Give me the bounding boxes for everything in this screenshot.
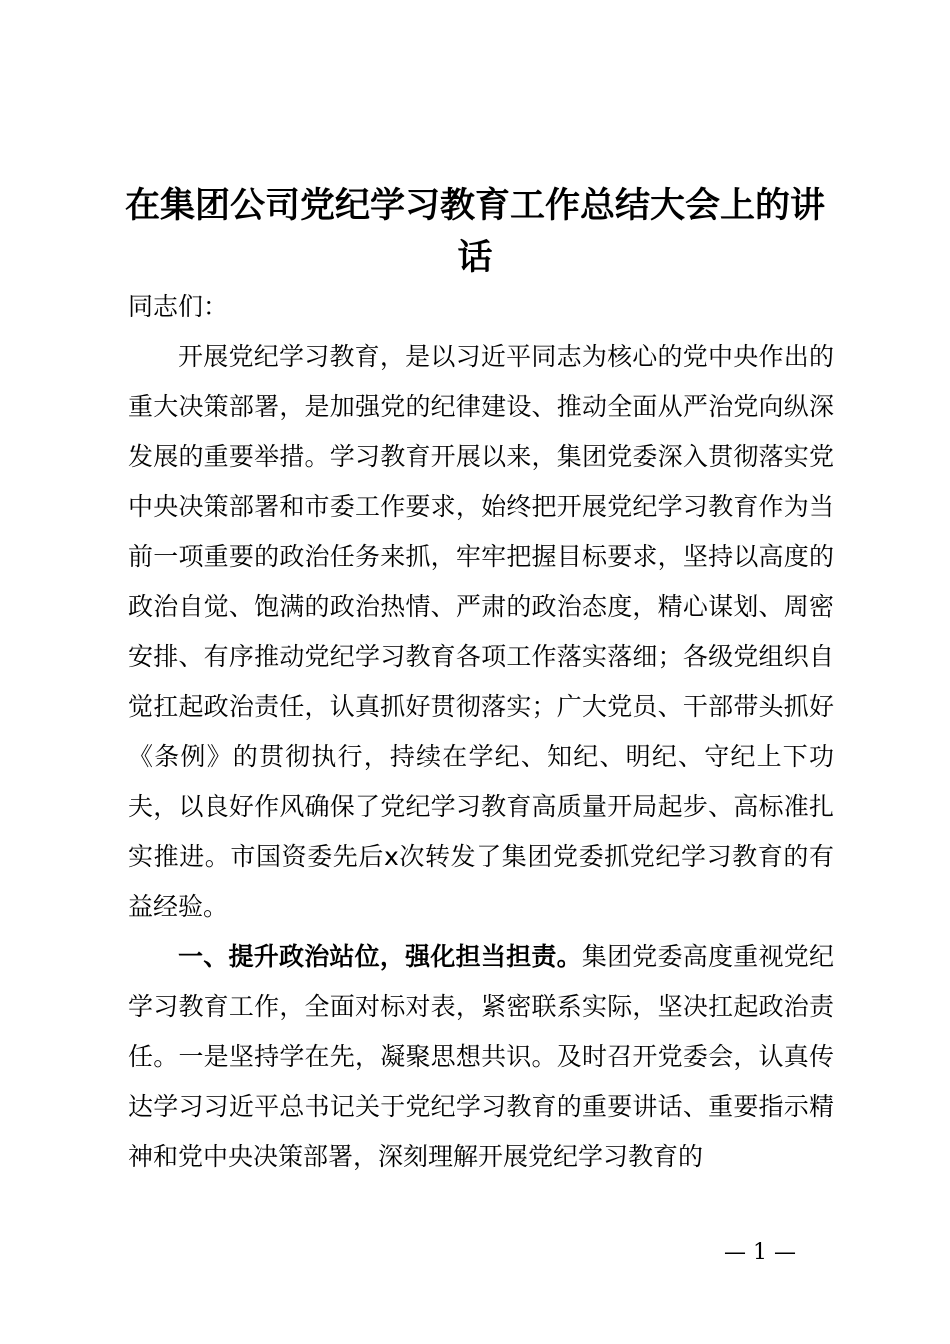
document-title: 在集团公司党纪学习教育工作总结大会上的讲话	[124, 186, 825, 278]
salutation: 同志们：	[128, 292, 229, 321]
section-1-heading: 一、提升政治站位，强化担当担责。	[178, 942, 582, 971]
paragraph-section-1	[128, 932, 834, 1182]
page-number: — 1 —	[724, 1240, 796, 1265]
section-1-body: 集团党委高度重视党纪学习教育工作，全面对标对表，紧密联系实际，坚决扛起政治责任。一是坚持学在先，凝聚思想共识。及时召开党委会，认真传达学习习近平总书记关于党纪学习教育的重要讲话、重要指示精神和党中央决策部署，深刻理解开展党纪学习教育的	[128, 942, 834, 1171]
document-body	[128, 282, 834, 1182]
paragraph-intro: 开展党纪学习教育，是以习近平同志为核心的党中央作出的重大决策部署，是加强党的纪律建设、推动全面从严治党向纵深发展的重要举措。学习教育开展以来，集团党委深入贯彻落实党中央决策部署和市委工作要求，始终把开展党纪学习教育作为当前一项重要的政治任务来抓，牢牢把握目标要求，坚持以高度的政治自觉、饱满的政治热情、严肃的政治态度，精心谋划、周密安排、有序推动党纪学习教育各项工作落实落细；各级党组织自觉扛起政治责任，认真抓好贯彻落实；广大党员、干部带头抓好《条例》的贯彻执行，持续在学纪、知纪、明纪、守纪上下功夫，以良好作风确保了党纪学习教育高质量开局起步、高标准扎实推进。市国资委先后x次转发了集团党委抓党纪学习教育的有益经验。	[128, 342, 834, 921]
